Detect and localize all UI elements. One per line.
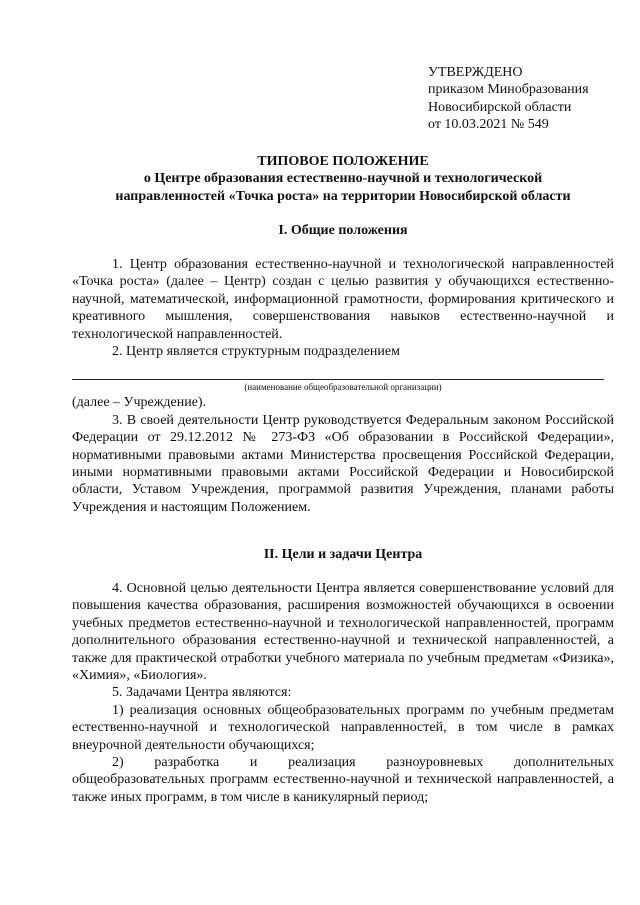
approval-line-4: от 10.03.2021 № 549 [428, 117, 549, 133]
paragraph-5: 5. Задачами Центра являются: [112, 685, 292, 701]
title-sub-1: о Центре образования естественно-научной и технологической [143, 171, 543, 187]
paragraph-2: 2. Центр является структурным подразделением [112, 344, 400, 360]
approval-line-2: приказом Минобразования [428, 82, 589, 98]
paragraph-2-continuation: (далее – Учреждение). [72, 395, 207, 411]
fill-in-caption: (наименование общеобразовательной организации) [244, 382, 442, 393]
section-2-body [72, 580, 614, 806]
approval-stamp [428, 64, 628, 134]
fill-in-line [72, 379, 604, 380]
task-item-1: 1) реализация основных общеобразовательных программ по учебным предметам естественно-научной и технологической направленностей, в том числе в рамках внеурочной деятельности обучающихся; [72, 702, 614, 753]
document-title [72, 153, 614, 205]
approval-line-1: УТВЕРЖДЕНО [428, 65, 523, 80]
approval-line-3: Новосибирской области [428, 99, 572, 115]
paragraph-1: 1. Центр образования естественно-научной и технологической направленностей «Точка роста» (далее – Центр) создан с целью развития у обучающихся естественно-научной, математической, информационной грамотности, формирования критического и креативного мышления, совершенствования навыков естественно-научной и технологической направленностей. [72, 257, 614, 342]
task-item-2: 2) разработка и реализация разноуровневых дополнительных общеобразовательных программ естественно-научной и технической направленностей, а также иных программ, в том числе в каникулярный период; [72, 755, 614, 805]
title-sub-2: направленностей «Точка роста» на территории Новосибирской области [115, 188, 571, 204]
section-2-heading: II. Цели и задачи Центра [263, 547, 423, 562]
title-main: ТИПОВОЕ ПОЛОЖЕНИЕ [257, 154, 429, 169]
section-1-body [72, 256, 614, 516]
section-1-heading: I. Общие положения [278, 223, 408, 238]
paragraph-3: 3. В своей деятельности Центр руководствуется Федеральным законом Российской Федерации от 29.12.2012 № 273-ФЗ «Об образовании в Российской Федерации», нормативными правовыми актами Министерства просвещения Российской Федерации, иными нормативными правовыми актами Российской Федерации и Новосибирской области, Уставом Учреждения, программой развития Учреждения, планами работы Учреждения и настоящим Положением. [72, 412, 614, 515]
paragraph-4: 4. Основной целью деятельности Центра является совершенствование условий для повышения качества образования, расширения возможностей обучающихся в освоении учебных предметов естественно-научной и технологической направленностей, программ дополнительного образования естественно-научной и технической направленностей, а также для практической отработки учебного материала по учебным предметам «Физика», «Химия», «Биология». [72, 581, 614, 684]
